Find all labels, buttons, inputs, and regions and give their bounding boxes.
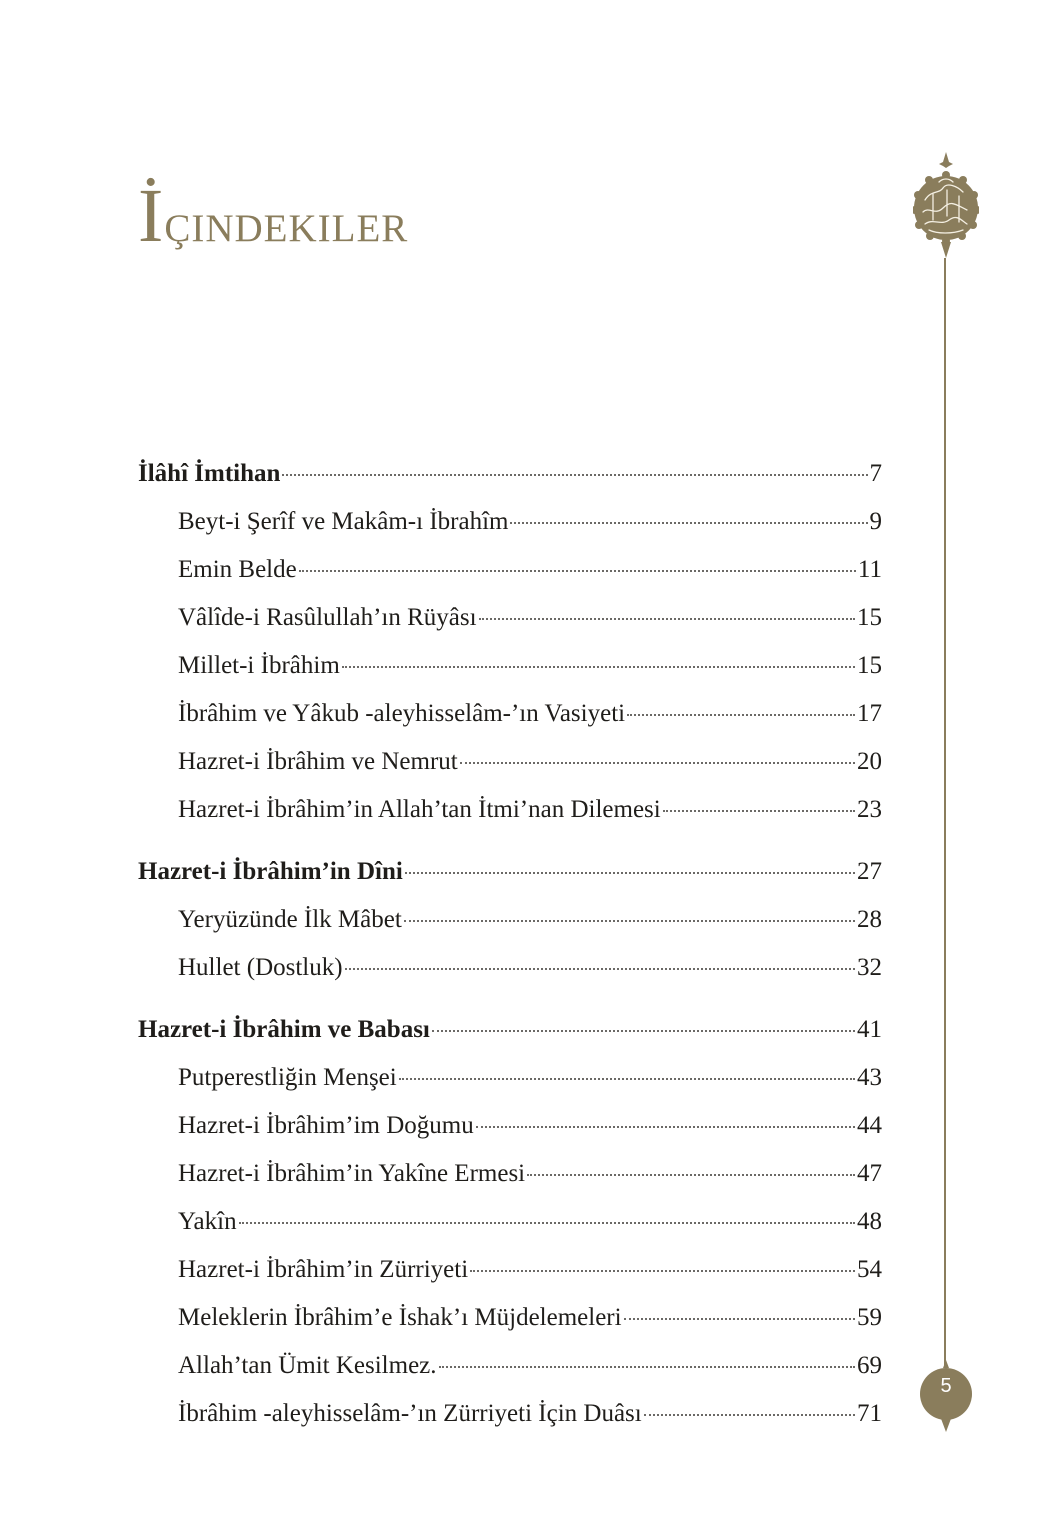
dot-leader: [624, 1318, 855, 1320]
table-of-contents: [138, 450, 882, 1438]
toc-entry-title: Millet-i İbrâhim: [178, 652, 340, 679]
toc-entry-page: 15: [857, 652, 882, 679]
toc-entry[interactable]: [138, 1102, 882, 1150]
toc-entry-page: 11: [857, 556, 882, 583]
dot-leader: [476, 1126, 855, 1128]
page-title-rest: çindekiler: [164, 191, 409, 254]
toc-entry-title: Beyt-i Şerîf ve Makâm-ı İbrahîm: [178, 508, 509, 535]
toc-entry[interactable]: [138, 1390, 882, 1438]
toc-entry-title: İbrâhim ve Yâkub -aleyhisselâm-’ın Vasiyeti: [178, 700, 626, 727]
dot-leader: [479, 618, 855, 620]
dot-leader: [460, 762, 855, 764]
toc-entry-page: 44: [857, 1112, 882, 1139]
toc-entry[interactable]: [138, 594, 882, 642]
toc-entry[interactable]: [138, 896, 882, 944]
toc-entry-page: 48: [857, 1208, 882, 1235]
toc-entry-title: Hazret-i İbrâhim’in Allah’tan İtmi’nan Dilemesi: [178, 796, 661, 823]
toc-entry[interactable]: [138, 498, 882, 546]
page-number: 5: [940, 1375, 952, 1397]
dot-leader: [282, 474, 867, 476]
toc-entry-title: Hazret-i İbrâhim’in Dîni: [138, 858, 403, 885]
toc-entry-page: 54: [857, 1256, 882, 1283]
toc-entry-page: 15: [857, 604, 882, 631]
toc-entry-title: Hazret-i İbrâhim ve Babası: [138, 1016, 430, 1043]
toc-entry-page: 28: [857, 906, 882, 933]
toc-entry-title: Hazret-i İbrâhim’in Yakîne Ermesi: [178, 1160, 526, 1187]
toc-entry[interactable]: [138, 1294, 882, 1342]
toc-entry-page: 71: [857, 1400, 882, 1427]
toc-entry-title: Yeryüzünde İlk Mâbet: [178, 906, 402, 933]
toc-entry-page: 27: [857, 858, 882, 885]
toc-entry-page: 69: [857, 1352, 882, 1379]
toc-entry-page: 43: [857, 1064, 882, 1091]
page-number-badge-icon: [918, 1360, 974, 1450]
toc-entry[interactable]: [138, 1006, 882, 1054]
toc-entry-page: 23: [857, 796, 882, 823]
dot-leader: [299, 570, 856, 572]
dot-leader: [345, 968, 855, 970]
dot-leader: [404, 920, 855, 922]
dot-leader: [627, 714, 855, 716]
toc-entry-title: Hullet (Dostluk): [178, 954, 343, 981]
toc-entry-page: 32: [857, 954, 882, 981]
toc-entry-page: 59: [857, 1304, 882, 1331]
dot-leader: [342, 666, 855, 668]
toc-entry-page: 47: [857, 1160, 882, 1187]
toc-entry[interactable]: [138, 1198, 882, 1246]
dot-leader: [510, 522, 867, 524]
toc-entry[interactable]: [138, 642, 882, 690]
toc-entry[interactable]: [138, 450, 882, 498]
toc-entry-title: Hazret-i İbrâhim’im Doğumu: [178, 1112, 474, 1139]
toc-entry[interactable]: [138, 944, 882, 992]
toc-entry[interactable]: [138, 546, 882, 594]
dot-leader: [470, 1270, 855, 1272]
dot-leader: [439, 1366, 855, 1368]
toc-entry[interactable]: [138, 1342, 882, 1390]
toc-entry[interactable]: [138, 738, 882, 786]
toc-entry-page: 20: [857, 748, 882, 775]
toc-entry[interactable]: [138, 1246, 882, 1294]
toc-entry[interactable]: [138, 786, 882, 834]
toc-entry-title: İbrâhim -aleyhisselâm-’ın Zürriyeti İçin Duâsı: [178, 1400, 642, 1427]
toc-entry[interactable]: [138, 848, 882, 896]
dot-leader: [644, 1414, 855, 1416]
toc-entry-title: Putperestliğin Menşei: [178, 1064, 397, 1091]
page-title-initial: İ: [138, 173, 165, 258]
toc-entry-title: Hazret-i İbrâhim’in Zürriyeti: [178, 1256, 469, 1283]
dot-leader: [405, 872, 855, 874]
toc-entry[interactable]: [138, 690, 882, 738]
toc-entry-title: Yakîn: [178, 1208, 237, 1235]
dot-leader: [399, 1078, 855, 1080]
toc-entry-title: Hazret-i İbrâhim ve Nemrut: [178, 748, 458, 775]
toc-entry[interactable]: [138, 1150, 882, 1198]
toc-entry-page: 41: [857, 1016, 882, 1043]
dot-leader: [432, 1030, 855, 1032]
toc-entry-title: Meleklerin İbrâhim’e İshak’ı Müjdelemeleri: [178, 1304, 622, 1331]
calligraphy-medallion-icon: [913, 150, 979, 262]
toc-entry-page: 17: [857, 700, 882, 727]
toc-entry-title: Emin Belde: [178, 556, 297, 583]
toc-entry-title: Vâlîde-i Rasûlullah’ın Rüyâsı: [178, 604, 477, 631]
toc-entry-page: 9: [869, 508, 882, 535]
dot-leader: [239, 1222, 855, 1224]
dot-leader: [527, 1174, 855, 1176]
dot-leader: [663, 810, 855, 812]
toc-entry[interactable]: [138, 1054, 882, 1102]
vertical-rule: [944, 258, 946, 1368]
toc-entry-title: Allah’tan Ümit Kesilmez.: [178, 1352, 437, 1379]
toc-entry-title: İlâhî İmtihan: [138, 460, 281, 487]
toc-entry-page: 7: [869, 460, 882, 487]
page-title: [138, 173, 409, 258]
